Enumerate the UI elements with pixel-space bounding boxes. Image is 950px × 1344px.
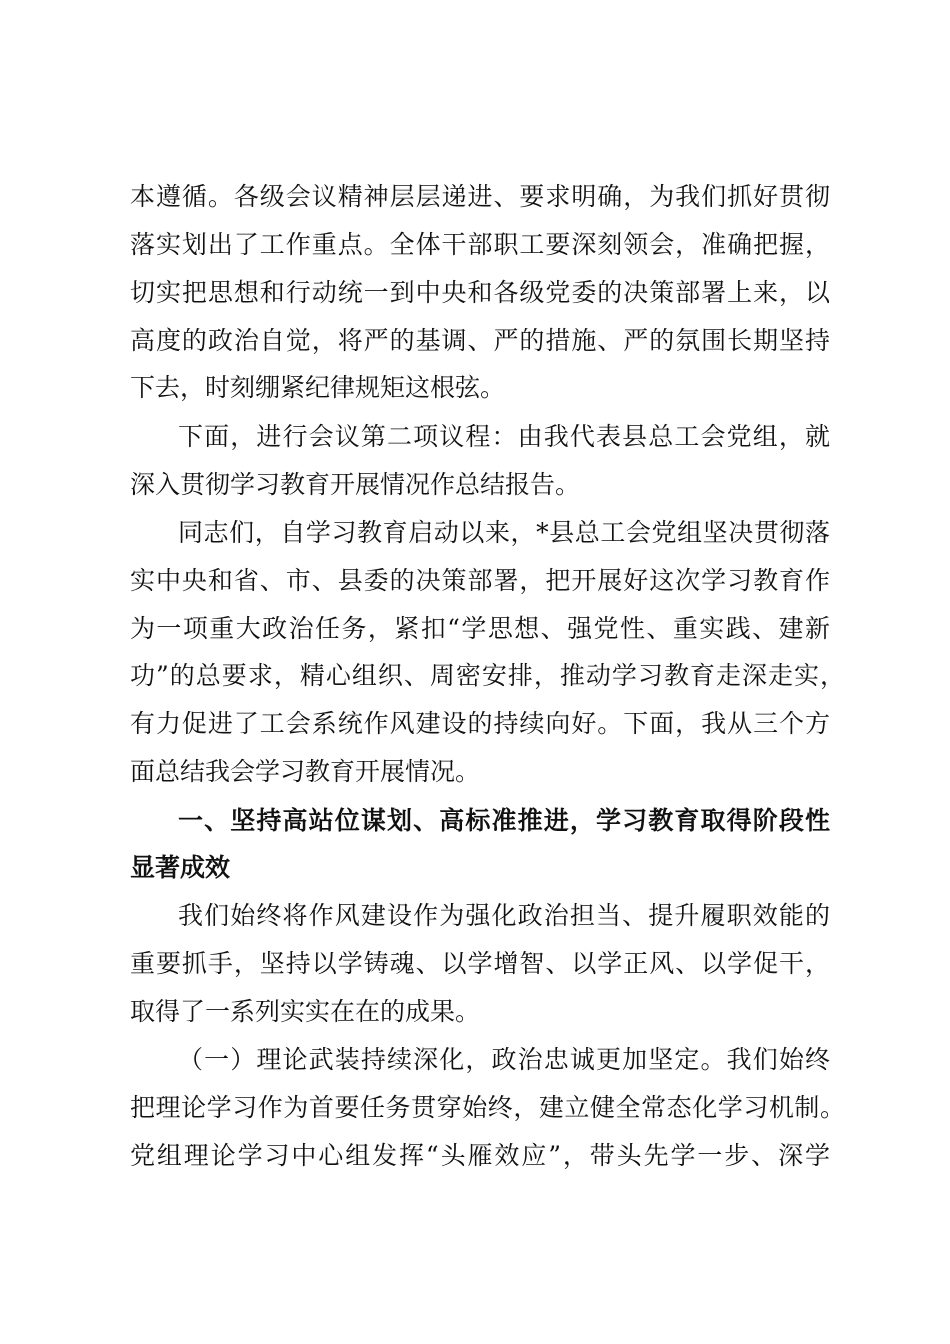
paragraph-line: 下面，进行会议第二项议程：由我代表县总工会党组，就	[178, 422, 830, 451]
section-heading: 一、坚持高站位谋划、高标准推进，学习教育取得阶段性	[178, 806, 830, 835]
paragraph-line: 重要抓手，坚持以学铸魂、以学增智、以学正风、以学促干，	[130, 949, 830, 978]
paragraph-line: （一）理论武装持续深化，政治忠诚更加坚定。我们始终	[178, 1045, 830, 1074]
paragraph-line: 把理论学习作为首要任务贯穿始终，建立健全常态化学习机制。	[130, 1093, 845, 1122]
paragraph-line: 我们始终将作风建设作为强化政治担当、提升履职效能的	[178, 901, 830, 930]
paragraph-line: 下去，时刻绷紧纪律规矩这根弦。	[130, 373, 506, 402]
paragraph-line: 党组理论学习中心组发挥“头雁效应”，带头先学一步、深学	[130, 1141, 830, 1170]
paragraph-line: 面总结我会学习教育开展情况。	[130, 757, 481, 786]
paragraph-line: 深入贯彻学习教育开展情况作总结报告。	[130, 470, 581, 499]
paragraph-line: 实中央和省、市、县委的决策部署，把开展好这次学习教育作	[130, 566, 830, 595]
paragraph-line: 落实划出了工作重点。全体干部职工要深刻领会，准确把握，	[130, 230, 830, 259]
paragraph-line: 为一项重大政治任务，紧扣“学思想、强党性、重实践、建新	[130, 614, 830, 643]
section-heading: 显著成效	[130, 853, 231, 882]
paragraph-line: 取得了一系列实实在在的成果。	[130, 997, 481, 1026]
paragraph-line: 本遵循。各级会议精神层层递进、要求明确，为我们抓好贯彻	[130, 182, 830, 211]
paragraph-line: 切实把思想和行动统一到中央和各级党委的决策部署上来，以	[130, 278, 830, 307]
paragraph-line: 同志们，自学习教育启动以来，*县总工会党组坚决贯彻落	[178, 518, 830, 547]
paragraph-line: 高度的政治自觉，将严的基调、严的措施、严的氛围长期坚持	[130, 326, 830, 355]
paragraph-line: 有力促进了工会系统作风建设的持续向好。下面，我从三个方	[130, 709, 830, 738]
paragraph-line: 功”的总要求，精心组织、周密安排，推动学习教育走深走实，	[130, 661, 845, 690]
